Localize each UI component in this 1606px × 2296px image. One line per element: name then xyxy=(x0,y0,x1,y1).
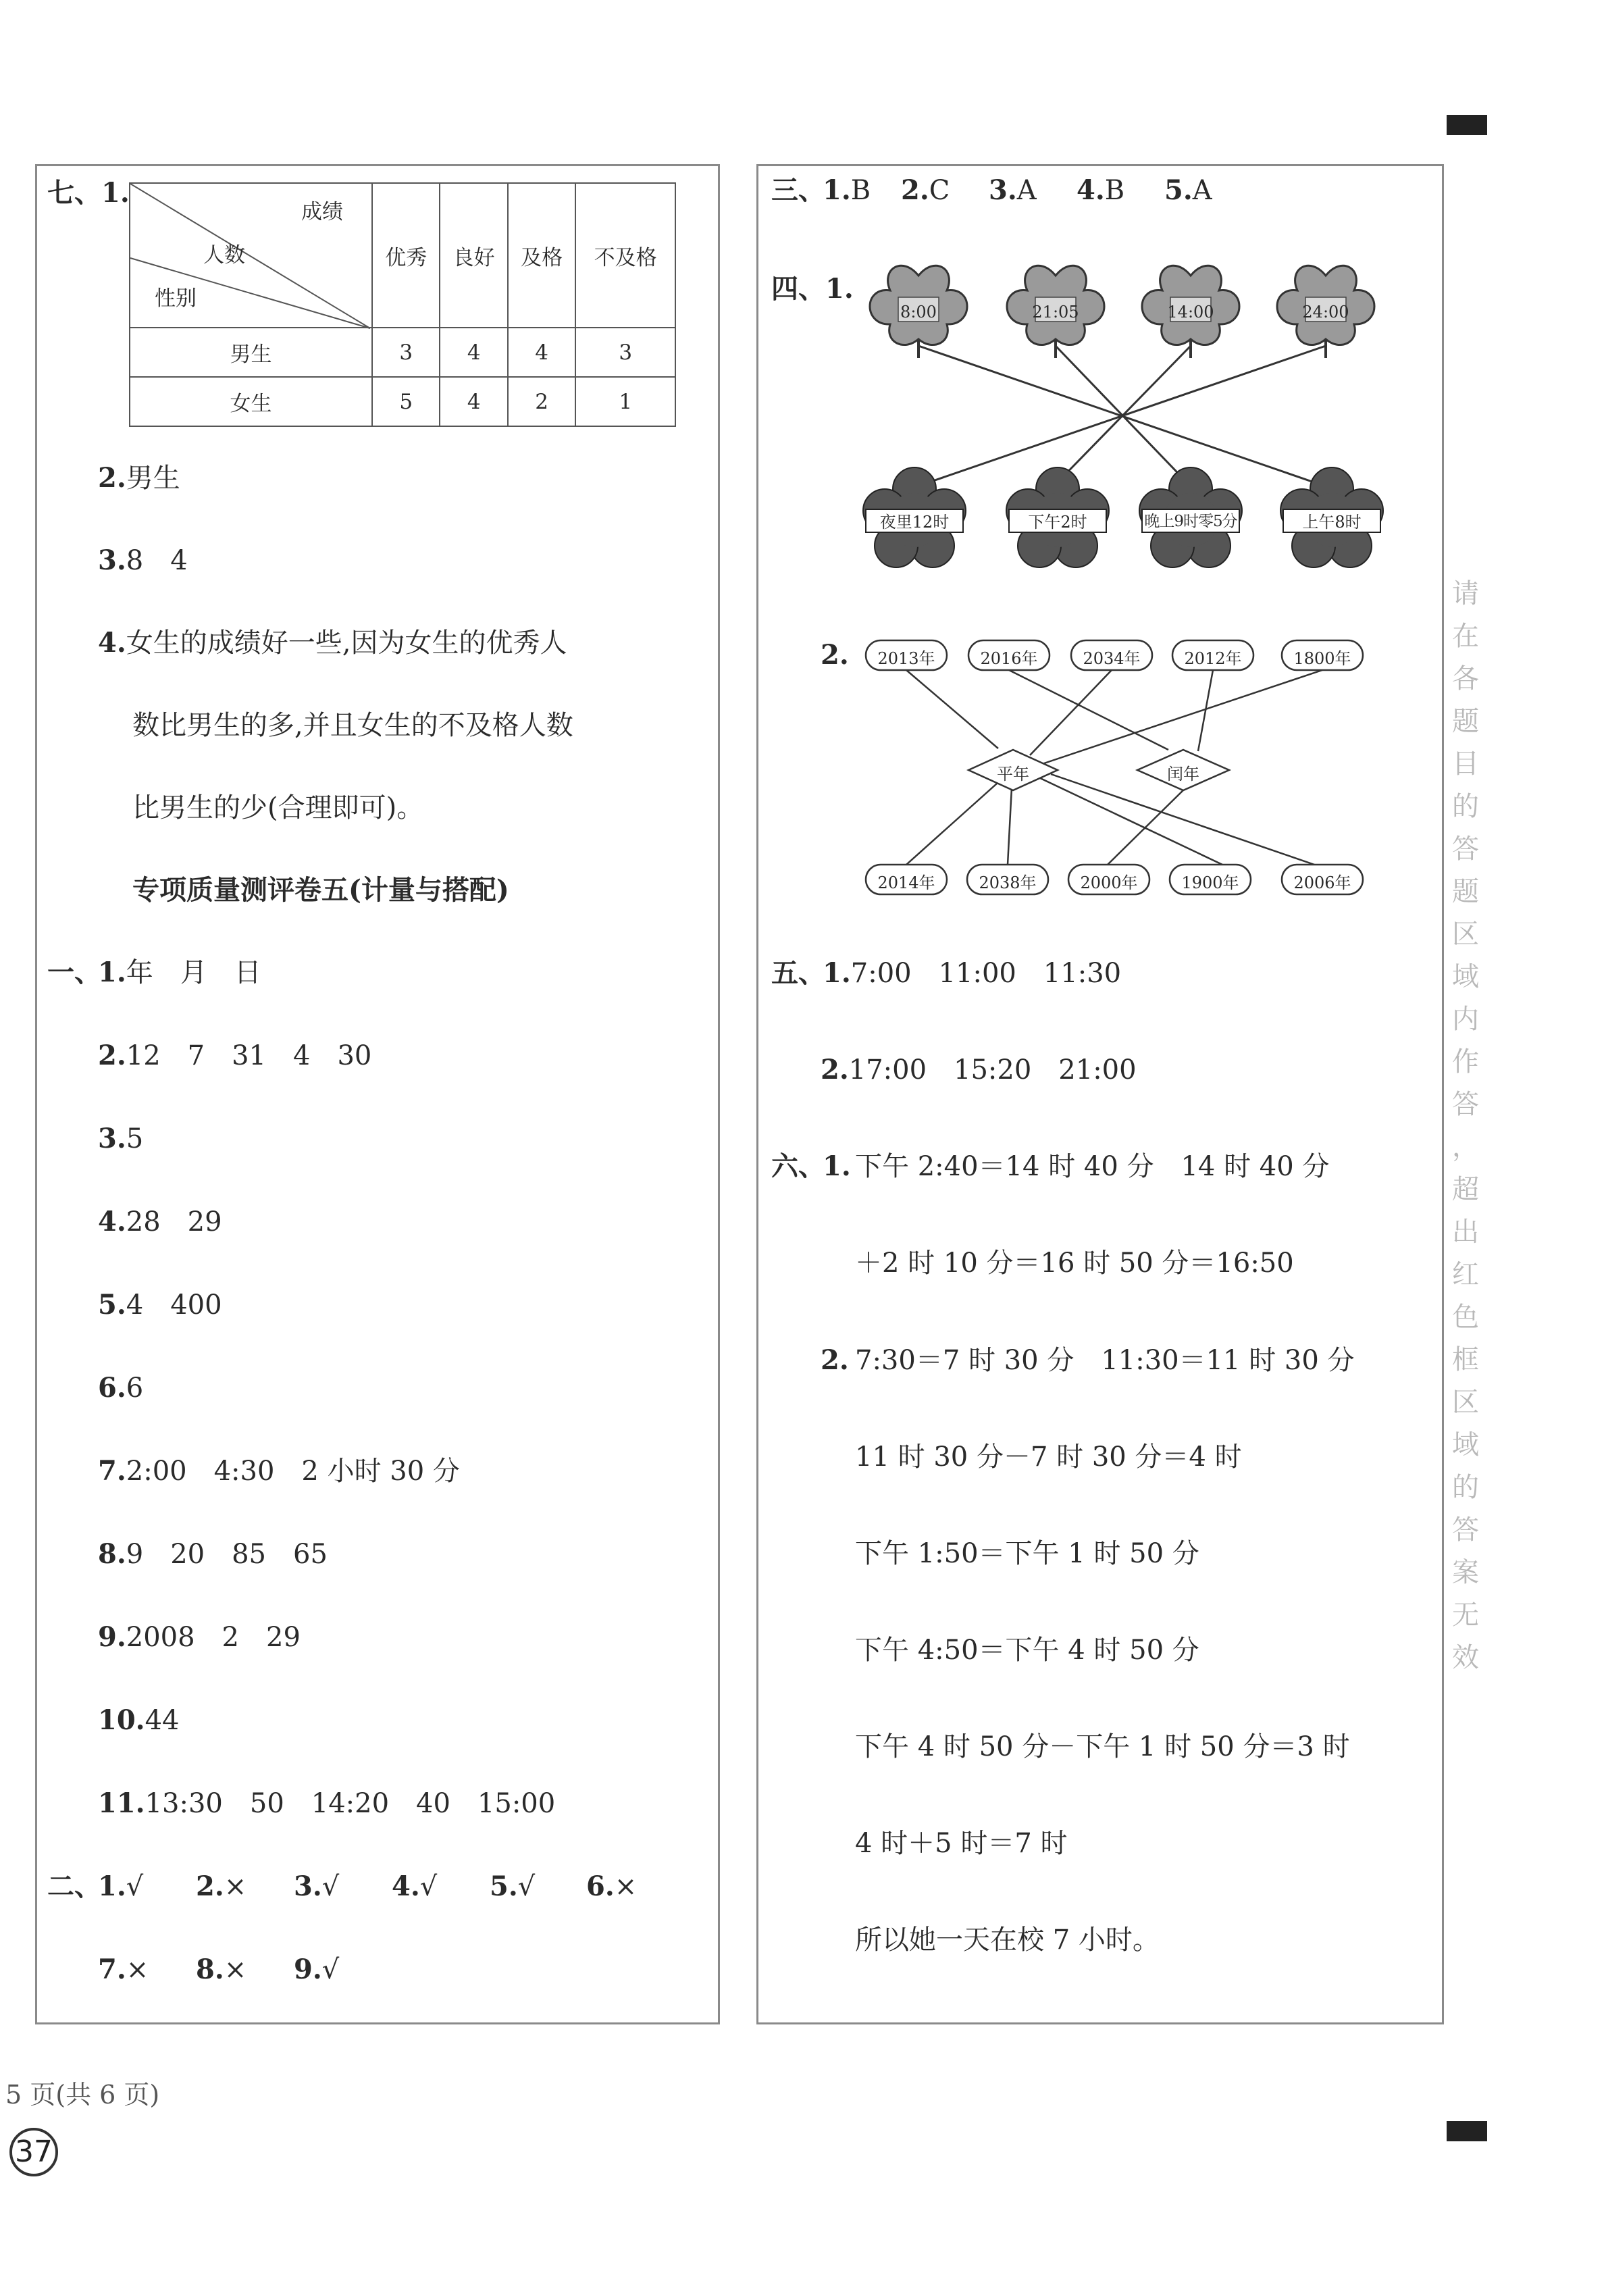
table-cell: 4 xyxy=(440,328,507,377)
q7-item-4-cont-2: 比男生的少(合理即可)。 xyxy=(132,792,424,823)
year-bottom: 2038年 xyxy=(979,873,1037,892)
part6-q1-num: 1. xyxy=(823,1150,851,1182)
part2-ans-1: 1.√ xyxy=(98,1870,144,1902)
matching-lines-2 xyxy=(906,670,1322,866)
part2-ans-9: 9.√ xyxy=(294,1954,340,1985)
answer-area-notice: 请 在 各 题 目 的 答 题 区 域 内 作 答 ， 超 出 红 色 框 区 域 的 答 案 无 效 xyxy=(1452,578,1479,1673)
q7-prefix: 七、1. xyxy=(47,177,130,209)
part1-item-9: 9.2008 2 29 xyxy=(98,1621,301,1653)
category-leap-year: 闰年 xyxy=(1167,765,1199,784)
category-common-year: 平年 xyxy=(997,765,1029,784)
table-cell: 5 xyxy=(372,377,440,426)
header-excellent: 优秀 xyxy=(372,183,440,328)
diag-label-count: 人数 xyxy=(203,243,245,267)
table-cell: 1 xyxy=(575,377,675,426)
part1-item-5: 5.4 400 xyxy=(98,1289,222,1321)
year-bottom: 2014年 xyxy=(877,873,935,892)
q7-item-3: 3.8 4 xyxy=(98,544,188,576)
part2-ans-3: 3.√ xyxy=(294,1870,340,1902)
table-cell: 3 xyxy=(575,328,675,377)
part3-prefix: 三、 xyxy=(771,174,825,206)
part6-q1-line-1: 下午 2:40＝14 时 40 分 14 时 40 分 xyxy=(855,1151,1330,1182)
q7-item-4: 4.女生的成绩好一些,因为女生的优秀人 xyxy=(98,627,567,659)
part5-item-2: 2.17:00 15:20 21:00 xyxy=(821,1054,1137,1086)
table-cell: 3 xyxy=(372,328,440,377)
row-label: 男生 xyxy=(130,328,372,377)
part1-item-1: 1.年 月 日 xyxy=(98,956,261,988)
year-top: 2012年 xyxy=(1184,649,1242,668)
table-cell: 4 xyxy=(440,377,507,426)
part6-q2-line-4: 下午 4:50＝下午 4 时 50 分 xyxy=(855,1635,1199,1666)
flower-label: 下午2时 xyxy=(1028,513,1087,532)
part2-ans-7: 7.× xyxy=(98,1954,149,1985)
flower-label: 上午8时 xyxy=(1302,513,1362,532)
section-title: 专项质量测评卷五(计量与搭配) xyxy=(132,874,509,906)
part6-q2-line-3: 下午 1:50＝下午 1 时 50 分 xyxy=(855,1538,1199,1569)
part6-q2-num: 2. xyxy=(821,1344,849,1376)
diag-label-score: 成绩 xyxy=(301,200,343,224)
flower-label: 夜里12时 xyxy=(879,513,950,532)
part6-q2-line-7: 所以她一天在校 7 小时。 xyxy=(855,1924,1160,1956)
part6-q2-line-2: 11 时 30 分－7 时 30 分＝4 时 xyxy=(855,1442,1242,1473)
part1-prefix: 一、 xyxy=(47,956,101,988)
part3-ans-3: 3.A xyxy=(989,174,1037,206)
year-bottom: 1900年 xyxy=(1181,873,1239,892)
part3-ans-4: 4.B xyxy=(1077,174,1125,206)
leaf-label: 14:00 xyxy=(1167,303,1214,322)
table-cell: 2 xyxy=(508,377,575,426)
q7-item-4-cont-1: 数比男生的多,并且女生的不及格人数 xyxy=(132,710,573,741)
part1-item-6: 6.6 xyxy=(98,1372,144,1404)
table-cell: 4 xyxy=(508,328,575,377)
part2-ans-2: 2.× xyxy=(196,1870,247,1902)
part1-item-3: 3.5 xyxy=(98,1123,144,1154)
part1-item-2: 2.12 7 31 4 30 xyxy=(98,1040,372,1071)
diag-label-gender: 性别 xyxy=(155,286,197,311)
part5-prefix: 五、 xyxy=(771,957,825,989)
part2-ans-4: 4.√ xyxy=(392,1870,438,1902)
header-pass: 及格 xyxy=(508,183,575,328)
year-top: 2016年 xyxy=(980,649,1038,668)
header-fail: 不及格 xyxy=(575,183,675,328)
part1-item-8: 8.9 20 85 65 xyxy=(98,1538,328,1570)
part6-q1-line-2: ＋2 时 10 分＝16 时 50 分＝16:50 xyxy=(855,1248,1294,1279)
flower-label: 晚上9时零5分 xyxy=(1144,513,1237,530)
leaf-label: 24:00 xyxy=(1302,303,1349,322)
page-count: 5 页(共 6 页) xyxy=(5,2080,160,2110)
part1-item-10: 10.44 xyxy=(98,1704,180,1736)
part2-ans-6: 6.× xyxy=(586,1870,638,1902)
part2-ans-5: 5.√ xyxy=(490,1870,536,1902)
year-top: 2034年 xyxy=(1083,649,1141,668)
part2-prefix: 二、 xyxy=(47,1870,101,1902)
part2-ans-8: 8.× xyxy=(196,1954,247,1985)
part5-item-1: 1.7:00 11:00 11:30 xyxy=(823,957,1122,989)
part6-q2-line-6: 4 时＋5 时＝7 时 xyxy=(855,1828,1068,1859)
page-number-badge: 37 xyxy=(9,2128,58,2176)
part4-q2-num: 2. xyxy=(821,639,849,671)
leaf-label: 8:00 xyxy=(900,303,937,322)
year-bottom: 2006年 xyxy=(1293,873,1351,892)
year-bottom: 2000年 xyxy=(1080,873,1138,892)
leaf-label: 21:05 xyxy=(1032,303,1079,322)
part1-item-11: 11.13:30 50 14:20 40 15:00 xyxy=(98,1787,556,1819)
row-label: 女生 xyxy=(130,377,372,426)
part3-ans-5: 5.A xyxy=(1164,174,1212,206)
part6-q2-line-5: 下午 4 时 50 分－下午 1 时 50 分＝3 时 xyxy=(855,1731,1350,1762)
part3-ans-1: 1.B xyxy=(823,174,871,206)
q7-item-2: 2.男生 xyxy=(98,462,180,494)
part1-item-4: 4.28 29 xyxy=(98,1206,222,1238)
part3-ans-2: 2.C xyxy=(901,174,950,206)
year-top: 1800年 xyxy=(1293,649,1351,668)
header-good: 良好 xyxy=(440,183,507,328)
part1-item-7: 7.2:00 4:30 2 小时 30 分 xyxy=(98,1455,460,1487)
year-top: 2013年 xyxy=(877,649,935,668)
part4-prefix: 四、1. xyxy=(771,273,854,305)
part6-q2-line-1: 7:30＝7 时 30 分 11:30＝11 时 30 分 xyxy=(855,1345,1355,1376)
part6-prefix: 六、 xyxy=(771,1150,825,1182)
